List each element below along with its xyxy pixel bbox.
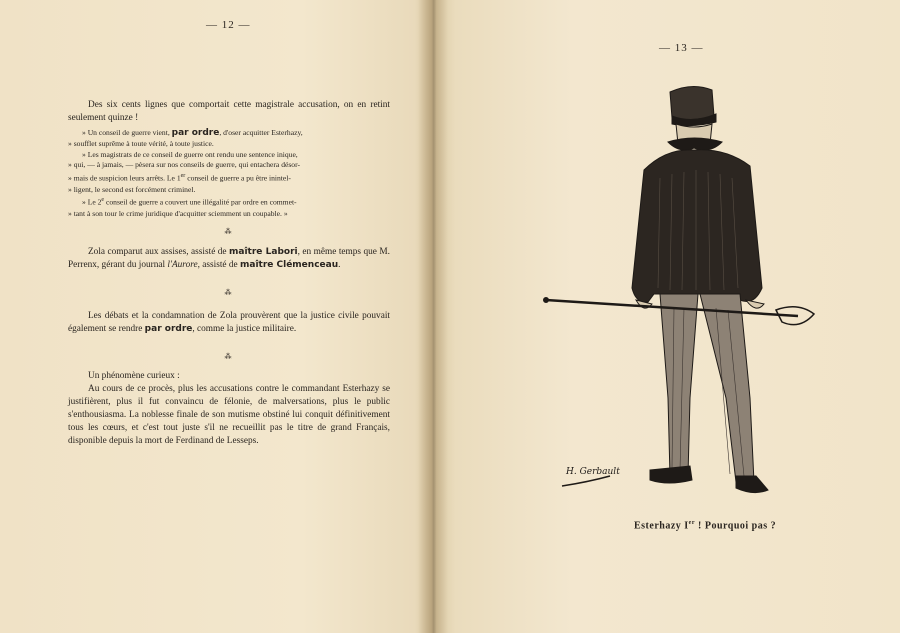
quote-line: » ligent, le second est forcément criminel. <box>68 184 196 194</box>
quote-line: » Les magistrats de ce conseil de guerre ont rendu une sentence inique, <box>82 149 298 159</box>
mustache <box>668 138 722 150</box>
phenomene-title: Un phénomène curieux : <box>88 371 180 381</box>
book-gutter <box>418 0 448 633</box>
italic-phrase: l'Aurore <box>167 260 198 270</box>
esterhazy-illustration <box>540 78 830 508</box>
section-separator: ⁂ <box>224 353 234 361</box>
coat <box>632 150 762 302</box>
debats-paragraph: Les débats et la condamnation de Zola prouvèrent que la justice civile pouvait également se rendre par ordre, comme la justice militaire. <box>68 311 390 334</box>
quote-line: » tant à son tour le crime juridique d'acquitter sciemment un coupable. » <box>68 208 288 218</box>
quote-line: » mais de suspicion leurs arrêts. Le 1er conseil de guerre a pu être inintel- <box>68 173 291 183</box>
intro-block <box>68 99 390 219</box>
phenomene-body: Au cours de ce procès, plus les accusations contre le commandant Esterhazy se justifièrent, plus il fut convaincu de félonie, de malversations, plus le public s'enthousiasma. La noblesse finale de son mutisme obstiné lui conquit définitivement tous les cœurs, et c'est tout juste s'il ne recueillit pas le titre de grand Français, disponible depuis la mort de Ferdinand de Lesseps. <box>68 384 390 446</box>
section-separator: ⁂ <box>224 289 234 297</box>
quote-line: » soufflet suprême à toute vérité, à toute justice. <box>68 138 214 148</box>
illustration-caption: Esterhazy Ier ! Pourquoi pas ? <box>634 520 777 532</box>
phenomene-paragraph <box>68 370 390 448</box>
trousers <box>660 294 698 476</box>
bold-phrase: par ordre <box>144 324 193 334</box>
quote-line: » Un conseil de guerre vient, par ordre, d'oser acquitter Esterhazy, <box>82 128 303 138</box>
left-boot <box>650 466 692 483</box>
bold-phrase: maître Clémenceau <box>240 260 339 270</box>
section-separator: ⁂ <box>224 228 234 236</box>
quote-line: » qui, — à jamais, — pèsera sur nos conseils de guerre, qui entachera désor- <box>68 160 301 170</box>
right-boot <box>736 476 768 493</box>
artist-signature: H. Gerbault <box>566 467 620 477</box>
intro-paragraph: Des six cents lignes que comportait cette magistrale accusation, on en retint seulement quinze ! <box>68 100 390 123</box>
bold-phrase: maître Labori <box>229 247 298 257</box>
page-number-left: — 12 — <box>206 19 251 31</box>
kepi-cap <box>670 86 714 119</box>
zola-paragraph: Zola comparut aux assises, assisté de maître Labori, en même temps que M. Perrenx, gérant du journal l'Aurore, assisté de maître Clémenceau. <box>68 247 390 270</box>
quote-line: » Le 2e conseil de guerre a couvert une illégalité par ordre en commet- <box>82 197 297 207</box>
page-number-right: — 13 — <box>659 42 704 54</box>
bold-phrase: par ordre <box>171 128 220 138</box>
